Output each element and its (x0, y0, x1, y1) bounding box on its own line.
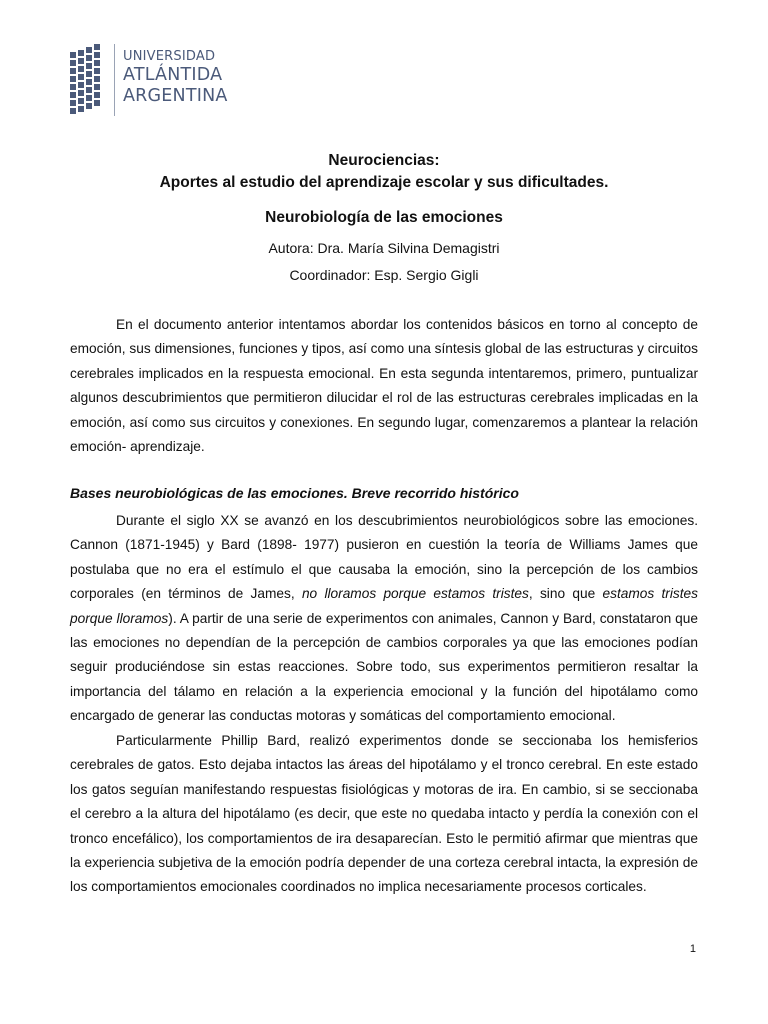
history-paragraph (70, 509, 698, 729)
history-text-2: , sino que (528, 586, 603, 602)
history-text-1: Durante el siglo XX se avanzó en los descubrimientos neurobiológicos sobre las emociones. Cannon (1871-1945) y Bard (1898- 1977) pusieron en cuestión la teoría de Williams James que postulaba que no era el estímulo el que causaba la emoción, sino la percepción de los cambios corporales (en términos de James, (70, 513, 698, 602)
section-heading: Bases neurobiológicas de las emociones. Breve recorrido histórico (70, 485, 519, 501)
document-title-2: Aportes al estudio del aprendizaje escolar y sus dificultades. (159, 174, 609, 191)
bard-paragraph: Particularmente Phillip Bard, realizó experimentos donde se seccionaba los hemisferios cerebrales de gatos. Esto dejaba intactos las áreas del hipotálamo y el tronco cerebral. En este estado los gatos seguían manifestando respuestas fisiológicas y motoras de ira. En cambio, si se seccionaba el cerebro a la altura del hipotálamo (es decir, que este no quedaba intacto y perdía la conexión con el tronco encefálico), los comportamientos de ira desaparecían. Esto le permitió afirmar que mientras que la experiencia subjetiva de la emoción podría depender de una corteza cerebral intacta, la expresión de los comportamientos emocionales coordinados no implica necesariamente procesos corticales. (70, 733, 698, 895)
author-line: Autora: Dra. María Silvina Demagistri (268, 240, 500, 256)
document-subtitle: Neurobiología de las emociones (265, 209, 503, 226)
history-italic-2: estamos tristes porque lloramos (70, 586, 699, 626)
logo-line-2: ATLÁNTIDA (123, 65, 223, 85)
page-number: 1 (689, 943, 696, 955)
university-logo (70, 44, 228, 116)
coordinator-line: Coordinador: Esp. Sergio Gigli (289, 267, 479, 283)
intro-paragraph: En el documento anterior intentamos abordar los contenidos básicos en torno al concepto de emoción, sus dimensiones, funciones y tipos, así como una síntesis global de las estructuras y circuitos cerebrales implicados en la respuesta emocional. En esta segunda intentaremos, primero, puntualizar algunos descubrimientos que permitieron dilucidar el rol de las estructuras cerebrales implicadas en la emoción, así como sus circuitos y conexiones. En segundo lugar, comenzaremos a plantear la relación emoción- aprendizaje. (70, 317, 698, 455)
document-header (70, 150, 698, 283)
history-text-3: ). A partir de una serie de experimentos con animales, Cannon y Bard, constataron que las emociones no dependían de la percepción de cambios corporales ya que las emociones podían seguir produciéndose sin estas reacciones. Sobre todo, sus experimentos permitieron resaltar la importancia del tálamo en relación a la experiencia emocional y la función del hipotálamo como encargado de generar las conductas motoras y somáticas del comportamiento emocional. (70, 610, 698, 724)
logo-line-3: ARGENTINA (123, 86, 228, 106)
document-title: Neurociencias: (328, 152, 440, 169)
logo-divider (114, 44, 115, 116)
logo-line-1: UNIVERSIDAD (123, 49, 216, 64)
building-grid-icon (70, 44, 102, 116)
history-italic-1: no lloramos porque estamos tristes (301, 586, 529, 602)
logo-wordmark (123, 49, 228, 107)
